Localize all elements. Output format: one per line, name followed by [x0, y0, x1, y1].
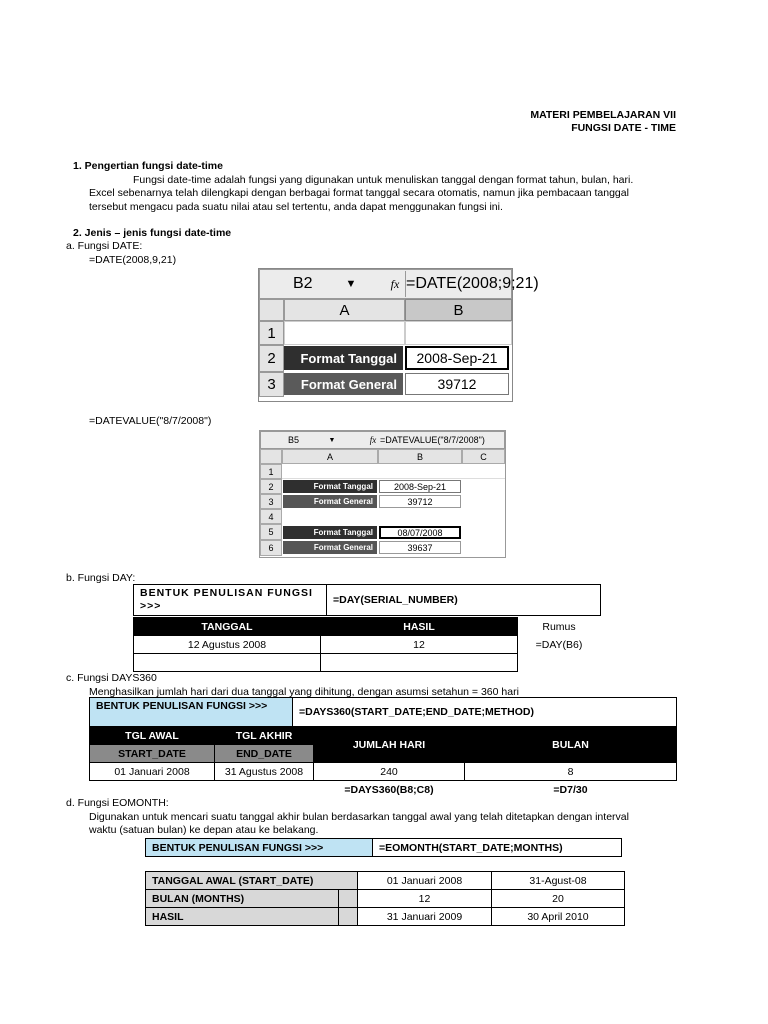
eomonth-row1-label: TANGGAL AWAL (START_DATE) [146, 872, 358, 890]
name-box: B2 [293, 275, 313, 292]
cell-b5: 08/07/2008 [379, 526, 461, 539]
formula-text: =DATEVALUE("8/7/2008") [380, 435, 485, 445]
cell-a5: Format Tanggal [283, 526, 377, 539]
cell-a6: Format General [283, 541, 377, 554]
row-header: 4 [260, 509, 282, 524]
days360-jumlah: 240 [314, 763, 465, 781]
item-a-formula: =DATE(2008,9,21) [89, 254, 177, 266]
cell-a3: Format General [284, 373, 403, 395]
formula-text: =DATE(2008;9;21) [405, 271, 510, 297]
eomonth-form-value: =EOMONTH(START_DATE;MONTHS) [373, 839, 622, 857]
row-header: 3 [260, 494, 282, 509]
eomonth-row3-label: HASIL [146, 908, 339, 926]
row-header: 6 [260, 540, 282, 556]
days360-bulan: 8 [465, 763, 677, 781]
row-header: 5 [260, 524, 282, 540]
item-d-desc-2: waktu (satuan bulan) ke depan atau ke belakang. [89, 824, 319, 836]
days360-header-bulan: BULAN [465, 727, 677, 763]
days360-header-awal: TGL AWAL [90, 727, 215, 745]
days360-header-jumlah: JUMLAH HARI [314, 727, 465, 763]
day-header-hasil: HASIL [321, 618, 518, 636]
column-header-c: C [462, 449, 505, 464]
eomonth-row3-v1: 31 Januari 2009 [358, 908, 492, 926]
header-line-2: FUNGSI DATE - TIME [571, 122, 676, 134]
days360-header-end: END_DATE [215, 745, 314, 763]
excel-screenshot-datevalue [259, 430, 506, 558]
section-1-p1: Fungsi date-time adalah fungsi yang digunakan untuk menuliskan tanggal dengan format tahun, bulan, hari. [133, 174, 634, 186]
eomonth-row3-v2: 30 April 2010 [492, 908, 625, 926]
days360-header-akhir: TGL AKHIR [215, 727, 314, 745]
day-form-value: =DAY(SERIAL_NUMBER) [327, 585, 601, 616]
item-d-label: d. Fungsi EOMONTH: [66, 797, 169, 809]
excel-screenshot-date [258, 268, 539, 402]
section-1-p2: Excel sebenarnya telah dilengkapi dengan berbagai format tanggal secara otomatis, namun jika pembacaan tanggal [89, 187, 629, 199]
cell-a2: Format Tanggal [284, 346, 403, 370]
item-d-desc-1: Digunakan untuk mencari suatu tanggal akhir bulan berdasarkan tanggal awal yang telah ditetapkan dengan interval [89, 811, 629, 823]
datevalue-formula: =DATEVALUE("8/7/2008") [89, 415, 212, 427]
days360-akhir: 31 Agustus 2008 [215, 763, 314, 781]
days360-header-start: START_DATE [90, 745, 215, 763]
item-a-label: a. Fungsi DATE: [66, 240, 143, 252]
eomonth-table [145, 871, 625, 926]
section-1-p3: tersebut mengacu pada suatu nilai atau sel tertentu, anda dapat menggunakan fungsi ini. [89, 201, 503, 213]
dropdown-arrow-icon: ▼ [328, 436, 336, 444]
eomonth-row1-v1: 01 Januari 2008 [358, 872, 492, 890]
days360-form-label: BENTUK PENULISAN FUNGSI >>> [90, 698, 293, 727]
days360-table [89, 726, 677, 798]
header-line-1: MATERI PEMBELAJARAN VII [530, 109, 676, 121]
eomonth-row1-v2: 31-Agust-08 [492, 872, 625, 890]
day-table [133, 617, 601, 672]
item-c-desc: Menghasilkan jumlah hari dari dua tanggal yang dihitung, dengan asumsi setahun = 360 hari [89, 686, 519, 698]
section-1-title: 1. Pengertian fungsi date-time [73, 160, 223, 172]
column-header-b: B [378, 449, 462, 464]
eomonth-form-table [145, 838, 622, 857]
cell-b3: 39712 [379, 495, 461, 508]
eomonth-row2-label: BULAN (MONTHS) [146, 890, 339, 908]
row-header: 1 [260, 464, 282, 479]
cell-a2: Format Tanggal [283, 480, 377, 493]
days360-form-table [89, 697, 677, 727]
row-header-1: 1 [259, 321, 284, 345]
eomonth-row2-v2: 20 [492, 890, 625, 908]
eomonth-form-label: BENTUK PENULISAN FUNGSI >>> [146, 839, 373, 857]
cell-b3: 39712 [405, 373, 509, 395]
day-form-table [133, 584, 601, 616]
fx-icon: fx [369, 435, 377, 445]
cell-a3: Format General [283, 495, 377, 508]
cell-b2: 2008-Sep-21 [405, 346, 509, 370]
row-header-3: 3 [259, 372, 284, 397]
row-header-2: 2 [259, 345, 284, 372]
days360-formula-jumlah: =DAYS360(B8;C8) [344, 783, 434, 796]
dropdown-arrow-icon: ▼ [345, 278, 357, 290]
section-2-title: 2. Jenis – jenis fungsi date-time [73, 227, 232, 239]
day-rumus: =DAY(B6) [535, 638, 583, 651]
name-box: B5 [288, 435, 300, 445]
column-header-a: A [282, 449, 378, 464]
eomonth-row2-v1: 12 [358, 890, 492, 908]
item-c-label: c. Fungsi DAYS360 [66, 672, 157, 684]
day-form-label: BENTUK PENULISAN FUNGSI >>> [134, 585, 327, 616]
fx-icon: fx [390, 276, 400, 291]
day-rumus-label: Rumus [542, 620, 576, 633]
row-header: 2 [260, 479, 282, 494]
cell-b6: 39637 [379, 541, 461, 554]
column-header-b: B [405, 299, 512, 321]
item-b-label: b. Fungsi DAY: [66, 572, 136, 584]
day-tanggal: 12 Agustus 2008 [134, 636, 321, 654]
cell-b2: 2008-Sep-21 [379, 480, 461, 493]
days360-formula-bulan: =D7/30 [553, 783, 588, 796]
days360-form-value: =DAYS360(START_DATE;END_DATE;METHOD) [293, 698, 677, 727]
days360-awal: 01 Januari 2008 [90, 763, 215, 781]
day-hasil: 12 [321, 636, 518, 654]
column-header-a: A [284, 299, 405, 321]
day-header-tanggal: TANGGAL [134, 618, 321, 636]
